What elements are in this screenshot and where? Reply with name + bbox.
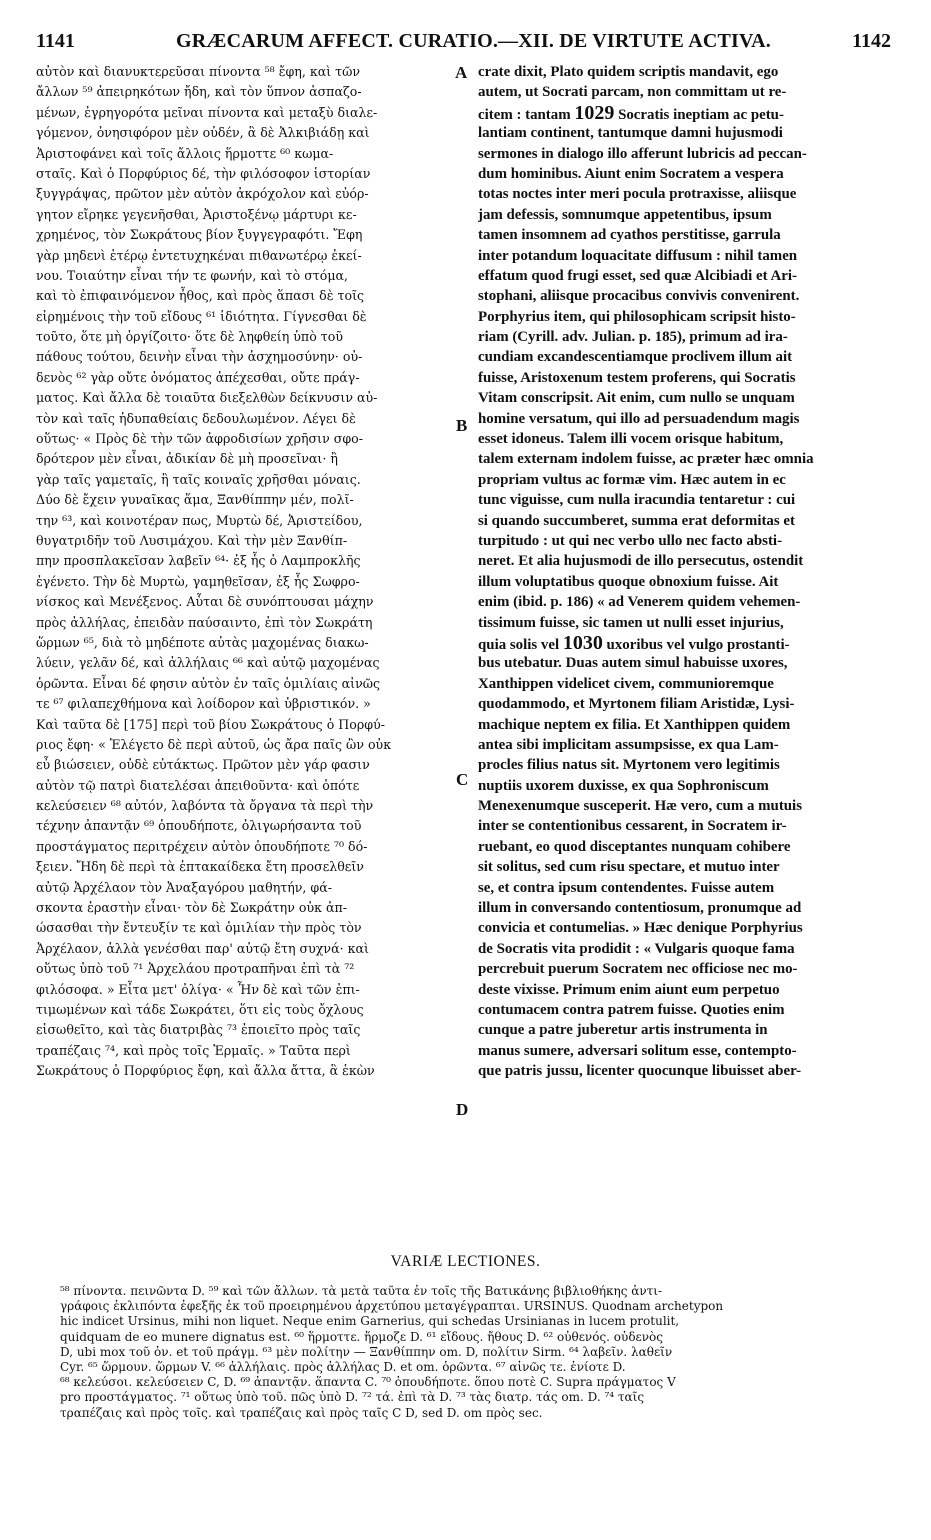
variant-reading-line: quidquam de eo munere dignatus est. ⁶⁰ ἥρμοττε. ἥρμοζε D. ⁶¹ εἴδους. ἤθους D. ⁶² οὐθενός. οὐδενὸς [60, 1329, 663, 1344]
latin-text-line [478, 633, 902, 653]
greek-text-line: νου. Τοιαύτην εἶναι τήν τε φωνήν, καὶ τὸ στόμα, [36, 267, 349, 283]
latin-text-line: stophani, aliisque procacibus convivis convenirent. [478, 288, 800, 305]
greek-text-line: αὐτὸν τῷ πατρὶ διατελέσαι ἀπειθοῦντα· καὶ ὁπότε [36, 777, 360, 793]
running-title: GRÆCARUM AFFECT. CURATIO.—XII. DE VIRTUTE ACTIVA. [176, 30, 771, 52]
latin-column [478, 62, 902, 1082]
latin-text-line: illum in conversando contentiosum, pronumque ad [478, 900, 802, 917]
greek-text-line: εἰρημένοις τὴν τοῦ εἴδους ⁶¹ ἰδιότητα. Γίγνεσθαι δὲ [36, 308, 367, 324]
latin-text-line: inter se contentionibus cessarent, in Socratem ir- [478, 818, 787, 835]
greek-text-line: τὸν καὶ ταῖς ἡδυπαθείαις δεδουλωμένον. Λέγει δὲ [36, 410, 356, 426]
latin-text-line: manus sumere, adversari solitum esse, contempto- [478, 1042, 797, 1059]
greek-text-line: τοῦτο, ὅτε μὴ ὀργίζοιτο· ὅτε δὲ ληφθείη ὑπὸ τοῦ [36, 329, 344, 345]
latin-text-line: sit solitus, sed cum risu spectare, et mutuo inter [478, 859, 780, 876]
greek-text-line: ώσασθαι τὴν ἔντευξίν τε καὶ ὁμιλίαν τὴν πρὸς τὸν [36, 920, 362, 936]
greek-text-line: ξυγγράψας, πρῶτον μὲν αὐτὸν ἀκρόχολον καὶ εὐόρ- [36, 186, 369, 202]
latin-text-fragment: Socratis ineptiam ac petu- [614, 106, 784, 123]
greek-text-line: φιλόσοφα. » Εἶτα μετ' ὀλίγα· « Ἦν δὲ καὶ τῶν ἐπι- [36, 981, 360, 997]
greek-text-line: δενὸς ⁶² γὰρ οὔτε ὀνόματος ἀπέχεσθαι, οὔτε πράγ- [36, 369, 360, 385]
latin-text-line: nuptiis uxorem duxisse, ex qua Sophroniscum [478, 777, 769, 794]
page-number-right: 1142 [852, 30, 891, 52]
greek-text-line: πρὸς ἀλλήλας, ἐπειδὰν παύσαιντο, ἐπὶ τὸν Σωκράτη [36, 614, 373, 630]
column-number: 1029 [574, 101, 615, 124]
greek-column [36, 62, 450, 1082]
margin-marker-b: B [456, 416, 468, 435]
latin-text-line: enim (ibid. p. 186) « ad Venerem quidem vehemen- [478, 594, 801, 611]
latin-text-line: machique neptem ex filia. Et Xanthippen quidem [478, 716, 791, 733]
greek-text-line: τε ⁶⁷ φιλαπεχθήμονα καὶ λοίδορον καὶ ὑβριστικόν. » [36, 696, 371, 712]
variant-reading-line: ⁵⁸ πίνοντα. πεινῶντα D. ⁵⁹ καὶ τῶν ἄλλων. τὰ μετὰ ταῦτα ἐν τοῖς τῆς Βατικάνης βιβλιοθήκης ἀντι- [60, 1284, 663, 1298]
latin-text-line: ruebant, eo quod disceptantes nunquam cohibere [478, 838, 791, 855]
greek-text-line: γὰρ ταῖς γαμεταῖς, ἢ ταῖς κοιναῖς χρῆσθαι μόναις. [36, 471, 361, 487]
latin-text-line: quodammodo, et Myrtonem filiam Aristidæ, Lysi- [478, 696, 795, 713]
latin-text-line: illum voluptatibus quoque obnoxium fuisse. Ait [478, 573, 779, 590]
latin-text-line: Xanthippen videlicet civem, communioremque [478, 675, 774, 692]
greek-text-line: Δύο δὲ ἔχειν γυναῖκας ἅμα, Ξανθίππην μέν, πολῖ- [36, 492, 354, 508]
variant-reading-line: ⁶⁸ κελεύσοι. κελεύσειεν C, D. ⁶⁹ ἀπαντᾷν. ἅπαντα C. ⁷⁰ ὁπουδήποτε. ὅπου ποτὲ C. Supra πράγματος V [60, 1375, 676, 1390]
greek-text-line: σκοντα ἐραστὴν εἶναι· τὸν δὲ Σωκράτην οὐκ ἀπ- [36, 900, 348, 916]
greek-text-line: οὕτως ὑπὸ τοῦ ⁷¹ Ἀρχελάου προτραπῆναι ἐπὶ τὰ ⁷² [36, 961, 355, 977]
latin-text-line [478, 103, 902, 123]
greek-text-line: πην προσπλακεῖσαν λαβεῖν ⁶⁴· ἐξ ἧς ὁ Λαμπροκλῆς [36, 553, 361, 569]
latin-text-line: autem, ut Socrati parcam, non committam ut re- [478, 84, 787, 101]
greek-text-line: θυγατριδῆν τοῦ Λυσιμάχου. Καὶ τὴν μὲν Ξανθίπ- [36, 532, 348, 548]
latin-text-line: Vitam conscripsit. Ait enim, cum nullo se unquam [478, 390, 795, 407]
greek-text-line: πάθους τούτου, δεινὴν εἶναι τὴν ἀσχημοσύνην· οὐ- [36, 349, 363, 365]
latin-text-line: antea sibi implicitam assumpsisse, ex qua Lam- [478, 736, 779, 753]
greek-text-line: αὐτῷ Ἀρχέλαον τὸν Ἀναξαγόρου μαθητήν, φά- [36, 879, 333, 895]
latin-text-fragment: uxoribus vel vulgo prostanti- [602, 636, 790, 653]
latin-text-line: fuisse, Aristoxenum testem proferens, qui Socratis [478, 369, 796, 386]
latin-text-line: crate dixit, Plato quidem scriptis mandavit, ego [478, 64, 779, 80]
variant-reading-line: pro προστάγματος. ⁷¹ οὕτως ὑπὸ τοῦ. πῶς ὑπὸ D. ⁷² τά. ἐπὶ τὰ D. ⁷³ τὰς διατρ. τάς om. D. ⁷⁴ ταῖς [60, 1390, 645, 1405]
greek-text-line: Ἀρχέλαον, ἀλλὰ γενέσθαι παρ' αὐτῷ ἔτη συχνά· καὶ [36, 940, 369, 956]
greek-text-line: νίσκος καὶ Μενέξενος. Αὗται δὲ συνόπτουσαι μάχην [36, 594, 374, 610]
greek-text-line: καὶ τὸ ἐπιφαινόμενον ἦθος, καὶ πρὸς ἅπασι δὲ τοῖς [36, 288, 365, 304]
greek-text-line: ὁρῶντα. Εἶναι δέ φησιν αὐτὸν ἐν ταῖς ὁμιλίαις αἰνῶς [36, 675, 381, 691]
column-number: 1030 [562, 631, 603, 654]
latin-text-line: que patris jussu, licenter quocunque libuisset aber- [478, 1063, 802, 1080]
latin-text-line: inter potandum loquacitate diffusum : nihil tamen [478, 247, 798, 264]
latin-text-fragment: citem : tantam [478, 106, 575, 123]
latin-text-line: procles filius natus sit. Myrtonem vero legitimis [478, 757, 780, 774]
latin-text-line: propriam vultus ac formæ vim. Hæc autem in ec [478, 471, 786, 488]
latin-text-line: bus utebatur. Duas autem simul habuisse uxores, [478, 655, 788, 672]
greek-text-line: Ἀριστοφάνει καὶ τοῖς ἄλλοις ἥρμοττε ⁶⁰ κωμα- [36, 145, 334, 161]
latin-text-line: se, et contra ipsum contendentes. Fuisse autem [478, 879, 775, 896]
greek-text-line: οὕτως· « Πρὸς δὲ τὴν τῶν ἀφροδισίων χρῆσιν σφο- [36, 431, 363, 447]
greek-text-line: ἐγένετο. Τὴν δὲ Μυρτὼ, γαμηθεῖσαν, ἐξ ἧς Σωφρο- [36, 573, 360, 589]
greek-text-line: αὐτὸν καὶ διανυκτερεῦσαι πίνοντα ⁵⁸ ἔφη, καὶ τῶν [36, 64, 361, 79]
latin-text-line: tunc viguisse, cum nulla iracundia tentaretur : cui [478, 492, 796, 509]
latin-text-line: cundiam excandescentiamque proclivem illum ait [478, 349, 793, 366]
greek-text-line: δρότερον μὲν εἶναι, ἀδικίαν δὲ μὴ προσεῖναι· ἢ [36, 451, 338, 467]
greek-text-line: ὥρμων ⁶⁵, διὰ τὸ μηδέποτε αὐτὰς μαχομένας διακω- [36, 634, 369, 650]
greek-text-line: κελεύσειεν ⁶⁸ αὐτόν, λαβόντα τὰ ὄργανα τὰ περὶ τὴν [36, 798, 374, 814]
greek-text-line: την ⁶³, καὶ κοινοτέραν πως, Μυρτὼ δέ, Ἀριστείδου, [36, 512, 363, 528]
greek-text-line: προστάγματος περιτρέχειν αὐτὸν ὁπουδήποτε ⁷⁰ δό- [36, 838, 368, 854]
greek-text-line: γητον εἴρηκε γεγενῆσθαι, Ἀριστοξένῳ μάρτυρι κε- [36, 206, 357, 222]
variant-reading-line: Cyr. ⁶⁵ ὥρμουν. ὥρμων V. ⁶⁶ ἀλλήλαις. πρὸς ἀλλήλας D. et om. ὁρῶντα. ⁶⁷ αἰνῶς τε. ἐνίοτε D. [60, 1359, 626, 1374]
latin-text-line: convicia et contumelias. » Hæc denique Porphyrius [478, 920, 803, 937]
greek-text-line: γόμενον, ὀνησιφόρον μὲν οὐδέν, ἃ δὲ Ἀλκιβιάδῃ καὶ [36, 125, 370, 141]
greek-text-line: τραπέζαις ⁷⁴, καὶ πρὸς τοῖς Ἑρμαῖς. » Ταῦτα περὶ [36, 1042, 351, 1058]
greek-text-line: λύειν, γελᾶν δέ, καὶ ἀλλήλαις ⁶⁶ καὶ αὐτῷ μαχομένας [36, 655, 380, 671]
latin-text-line: neret. Et alia hujusmodi de illo persecutus, ostendit [478, 553, 804, 570]
latin-text-line: totas noctes inter meri pocula protraxisse, aliisque [478, 186, 797, 203]
latin-text-line: tamen insomnem ad cyathos perstitisse, garrula [478, 227, 781, 244]
greek-text-line: ἄλλων ⁵⁹ ἀπειρηκότων ἤδη, καὶ τὸν ὕπνον ἀσπαζο- [36, 84, 362, 100]
greek-text-line: εἰσωθεῖτο, καὶ τὰς διατριβὰς ⁷³ ἐποιεῖτο πρὸς ταῖς [36, 1022, 361, 1038]
latin-text-line: homine versatum, qui illo ad persuadendum magis [478, 410, 800, 427]
latin-text-line: riam (Cyrill. adv. Julian. p. 185), primum ad ira- [478, 329, 788, 346]
variant-reading-line: hic indicet Ursinus, mihi non liquet. Neque enim Garnerius, qui schedas Ursinianas in lucem protulit, [60, 1314, 680, 1329]
latin-text-line: Menexenumque susceperit. Hæ vero, cum a mutuis [478, 798, 802, 815]
greek-text-line: εὖ βιώσειεν, οὐδὲ εὐτάκτως. Πρῶτον μὲν γάρ φασιν [36, 757, 370, 773]
greek-text-line: Σωκράτους ὁ Πορφύριος ἔφη, καὶ ἄλλα ἄττα, ἃ ἑκὼν [36, 1063, 375, 1079]
greek-text-line: Καὶ ταῦτα δὲ [175] περὶ τοῦ βίου Σωκράτους ὁ Πορφύ- [36, 716, 385, 732]
variae-lectiones-notes [60, 1284, 906, 1421]
greek-text-line: γὰρ μηδενὶ ἑτέρῳ ἐντετυχηκέναι πιθανωτέρῳ ἐκεί- [36, 247, 362, 263]
latin-text-line: talem externam indolem fuisse, ac præter hæc omnia [478, 451, 814, 468]
margin-marker-a: A [455, 63, 468, 82]
greek-text-line: ξειεν. Ἤδη δὲ περὶ τὰ ἑπτακαίδεκα ἔτη προσελθεῖν [36, 859, 364, 875]
variant-reading-line: γράφοις ἐκλιπόντα ἐφεξῆς ἐκ τοῦ προειρημένου ἀρχετύπου μεταγέγραπται. URSINUS. Quodnam archetypon [60, 1299, 724, 1314]
latin-text-line: percrebuit puerum Socratem nec officiose nec mo- [478, 961, 798, 978]
greek-text-line: μένων, ἐγρηγορότα μεῖναι πίνοντα καὶ μεταξὺ διαλε- [36, 104, 378, 120]
running-header [36, 30, 891, 58]
page-number-left: 1141 [36, 30, 75, 52]
greek-text-line: ριος ἔφη· « Ἐλέγετο δὲ περὶ αὐτοῦ, ὡς ἄρα παῖς ὢν οὐκ [36, 736, 392, 752]
latin-text-line: contumacem contra patrem fuisse. Quoties enim [478, 1001, 785, 1018]
latin-text-line: dum hominibus. Aiunt enim Socratem a vespera [478, 165, 784, 182]
variant-reading-line: τραπέζαις καὶ πρὸς τοῖς. καὶ τραπέζαις καὶ πρὸς ταῖς C D, sed D. om πρὸς sec. [60, 1405, 543, 1420]
variae-lectiones-heading: VARIÆ LECTIONES. [390, 1253, 541, 1270]
greek-text-line: τέχνην ἀπαντᾷν ⁶⁹ ὁπουδήποτε, ὀλιγωρήσαντα τοῦ [36, 818, 362, 834]
greek-text-line: ματος. Καὶ ἄλλα δὲ τοιαῦτα διεξελθὼν δείκνυσιν αὐ- [36, 390, 378, 406]
margin-marker-c: C [456, 770, 469, 789]
latin-text-line: effatum quod frugi esset, sed quæ Alcibiadi et Ari- [478, 267, 797, 284]
latin-text-line: de Socratis vita prodidit : « Vulgaris quoque fama [478, 940, 795, 957]
latin-text-line: Porphyrius item, qui philosophicam scripsit histo- [478, 308, 796, 325]
latin-text-line: tissimum fuisse, sic tamen ut nulli esset injurius, [478, 614, 784, 631]
latin-text-line: sermones in dialogo illo afferunt lubricis ad peccan- [478, 145, 807, 162]
latin-text-fragment: quia solis vel [478, 636, 563, 653]
latin-text-line: deste vixisse. Primum enim aiunt eum perpetuo [478, 981, 780, 998]
latin-text-line: esset idoneus. Talem illi vocem orisque habitum, [478, 431, 784, 448]
greek-text-line: σταῖς. Καὶ ὁ Πορφύριος δέ, τὴν φιλόσοφον ἱστορίαν [36, 165, 371, 181]
latin-text-line: si quando succumberet, summa erat deformitas et [478, 512, 795, 529]
latin-text-line: turpitudo : ut qui nec verbo ullo nec facto absti- [478, 532, 783, 549]
greek-text-line: χρημένος, τὸν Σωκράτους βίον ξυγγεγραφότι. Ἔφη [36, 227, 363, 243]
latin-text-line: cunque a patre juberetur artis instrumenta in [478, 1022, 768, 1039]
latin-text-line: lantiam continent, tantumque damni hujusmodi [478, 125, 783, 142]
margin-marker-d: D [456, 1100, 469, 1119]
variant-reading-line: D, ubi mox τοῦ ὀν. et τοῦ πράγμ. ⁶³ μὲν πολίτην — Ξανθίππην om. D, πολίτιν Sirm. ⁶⁴ λαβεῖν. λαθεῖν [60, 1344, 673, 1359]
greek-text-line: τιμωμένων καὶ τάδε Σωκράτει, ὅτι εἰς τοὺς ὄχλους [36, 1001, 364, 1017]
latin-text-line: jam defessis, somnumque appetentibus, ipsum [478, 206, 772, 223]
